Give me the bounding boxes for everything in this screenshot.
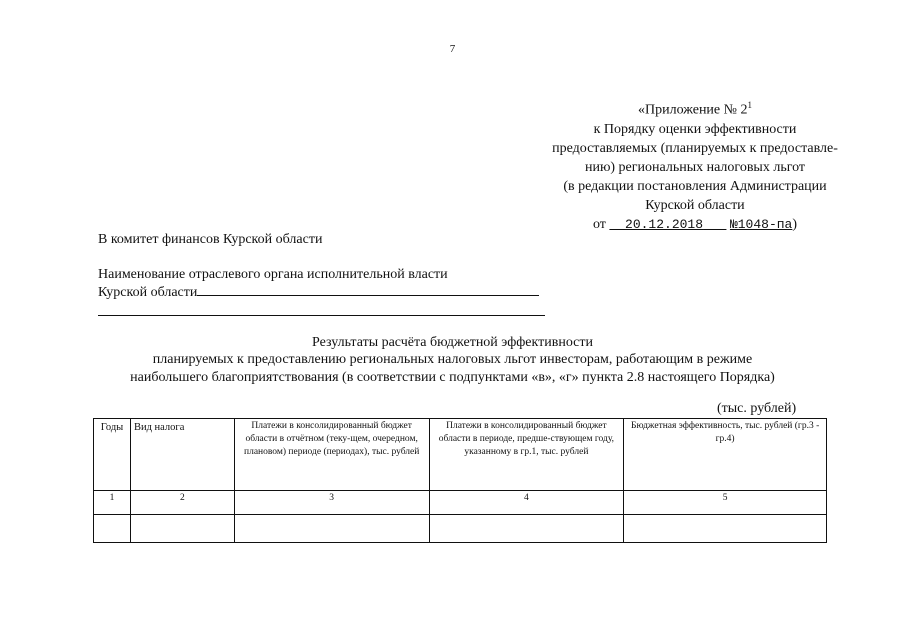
col-number-4: 4 [429, 491, 624, 515]
header-years: Годы [94, 419, 131, 491]
header-payments-previous: Платежи в консолидированный бюджет области в периоде, предше-ствующем году, указанному в гр.1, тыс. рублей [429, 419, 624, 491]
appendix-line-2: предоставляемых (планируемых к предоставле- [552, 140, 838, 156]
header-tax-type: Вид налога [130, 419, 234, 491]
appendix-line-4: (в редакции постановления Администрации [563, 178, 827, 194]
decree-number: №1048-па [729, 216, 793, 232]
header-payments-current: Платежи в консолидированный бюджет области в отчётном (теку-щем, очередном, плановом) периоде (периодах), тыс. рублей [234, 419, 429, 491]
table-row [94, 515, 827, 543]
appendix-block [530, 96, 860, 234]
table-cell [234, 515, 429, 543]
table-cell [429, 515, 624, 543]
page-number: 7 [449, 43, 456, 55]
table-cell [94, 515, 131, 543]
table-header-row [94, 419, 827, 491]
table-cell [624, 515, 827, 543]
col-number-1: 1 [94, 491, 131, 515]
appendix-date-line: от 20.12.2018 №1048-па) [592, 216, 798, 232]
heading-line-1: Результаты расчёта бюджетной эффективности [311, 335, 594, 350]
heading-line-3: наибольшего благоприятствования (в соответствии с подпунктами «в», «г» пункта 2.8 настоящего Порядка) [130, 370, 775, 385]
appendix-line-5: Курской области [645, 197, 745, 213]
appendix-title: «Приложение № $2^1$ [638, 100, 752, 118]
organ-name-blank [197, 284, 539, 296]
col-number-2: 2 [130, 491, 234, 515]
decree-date: 20.12.2018 [625, 216, 704, 232]
appendix-superscript: 1 [747, 100, 752, 110]
organ-label-line-1: Наименование отраслевого органа исполнительной власти [98, 267, 448, 282]
from-label: от [592, 216, 606, 232]
appendix-line-3: нию) региональных налоговых льгот [584, 159, 806, 175]
appendix-line-1: к Порядку оценки эффективности [593, 121, 797, 137]
units-label: (тыс. рублей) [717, 401, 797, 416]
col-number-3: 3 [234, 491, 429, 515]
organ-label-line-2: Курской области [98, 284, 539, 301]
efficiency-table [93, 418, 827, 543]
header-efficiency: Бюджетная эффективность, тыс. рублей (гр.3 - гр.4) [624, 419, 827, 491]
table-cell [130, 515, 234, 543]
organ-name-blank-2 [98, 315, 545, 316]
table-number-row [94, 491, 827, 515]
heading-line-2: планируемых к предоставлению региональных налоговых льгот инвесторам, работающим в режиме [152, 352, 753, 367]
addressee: В комитет финансов Курской области [98, 232, 323, 247]
col-number-5: 5 [624, 491, 827, 515]
